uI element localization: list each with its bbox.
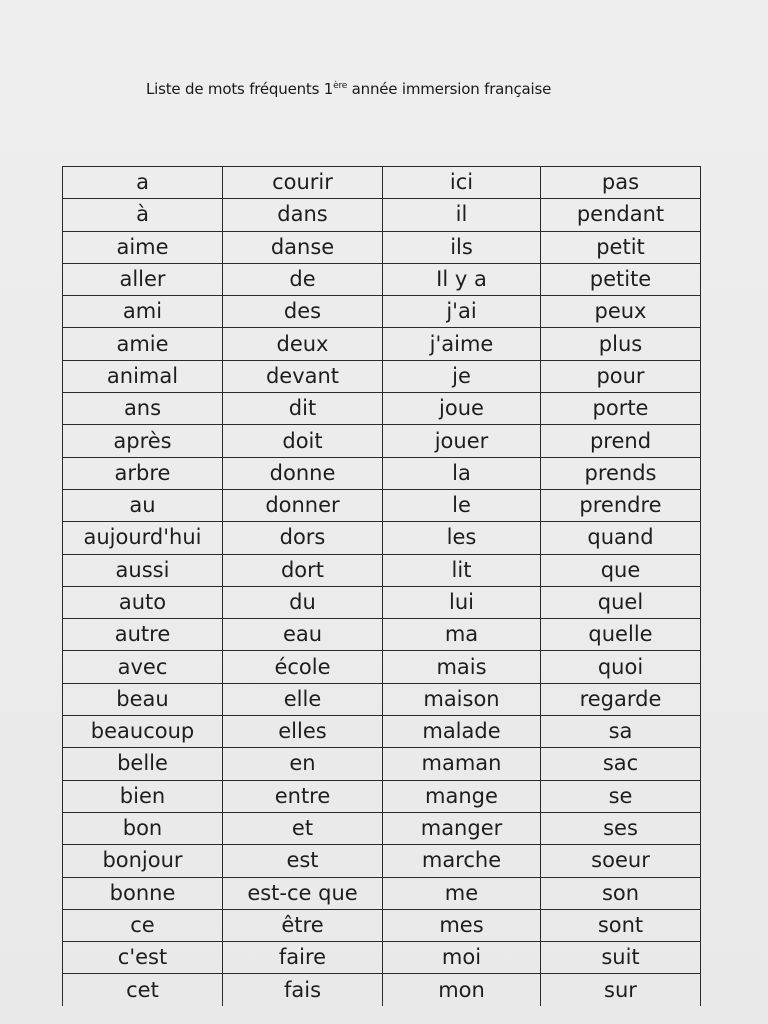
table-row: [63, 328, 701, 360]
word-cell: sont: [541, 909, 701, 941]
table-row: [63, 554, 701, 586]
word-cell: ses: [541, 812, 701, 844]
word-cell: sac: [541, 748, 701, 780]
word-cell: aussi: [63, 554, 223, 586]
word-cell: quand: [541, 522, 701, 554]
table-row: [63, 683, 701, 715]
word-cell: ici: [383, 167, 541, 199]
table-row: [63, 457, 701, 489]
word-cell: bonne: [63, 877, 223, 909]
word-cell: de: [223, 263, 383, 295]
word-cell: être: [223, 909, 383, 941]
word-cell: manger: [383, 812, 541, 844]
word-cell: aller: [63, 263, 223, 295]
word-cell: malade: [383, 716, 541, 748]
word-list-table: [62, 166, 701, 1006]
word-cell: quel: [541, 586, 701, 618]
word-cell: donner: [223, 489, 383, 521]
word-cell: moi: [383, 942, 541, 974]
word-cell: du: [223, 586, 383, 618]
word-cell: soeur: [541, 845, 701, 877]
word-cell: ce: [63, 909, 223, 941]
word-cell: jouer: [383, 425, 541, 457]
table-row: [63, 296, 701, 328]
word-cell: faire: [223, 942, 383, 974]
word-cell: dort: [223, 554, 383, 586]
word-cell: et: [223, 812, 383, 844]
word-cell: entre: [223, 780, 383, 812]
word-cell: aime: [63, 231, 223, 263]
word-cell: se: [541, 780, 701, 812]
word-cell: beaucoup: [63, 716, 223, 748]
word-cell: en: [223, 748, 383, 780]
word-cell: auto: [63, 586, 223, 618]
title-main: Liste de mots fréquents 1: [146, 80, 334, 98]
word-cell: bon: [63, 812, 223, 844]
word-cell: dors: [223, 522, 383, 554]
word-cell: quelle: [541, 619, 701, 651]
word-cell: il: [383, 199, 541, 231]
word-cell: ma: [383, 619, 541, 651]
title-superscript: ère: [333, 81, 348, 91]
word-cell: elles: [223, 716, 383, 748]
table-row: [63, 231, 701, 263]
word-cell: j'aime: [383, 328, 541, 360]
word-cell: dit: [223, 393, 383, 425]
word-cell: est-ce que: [223, 877, 383, 909]
word-cell: courir: [223, 167, 383, 199]
word-cell: des: [223, 296, 383, 328]
table-row: [63, 942, 701, 974]
table-row: [63, 716, 701, 748]
table-row: [63, 877, 701, 909]
table-row: [63, 199, 701, 231]
table-row: [63, 167, 701, 199]
word-cell: petite: [541, 263, 701, 295]
table-row: [63, 393, 701, 425]
word-cell: au: [63, 489, 223, 521]
word-cell: bien: [63, 780, 223, 812]
word-cell: j'ai: [383, 296, 541, 328]
word-cell: arbre: [63, 457, 223, 489]
word-cell: regarde: [541, 683, 701, 715]
word-cell: que: [541, 554, 701, 586]
word-cell: je: [383, 360, 541, 392]
word-cell: lit: [383, 554, 541, 586]
word-cell: mange: [383, 780, 541, 812]
word-cell: son: [541, 877, 701, 909]
document-title: [146, 80, 551, 98]
word-cell: beau: [63, 683, 223, 715]
word-cell: mais: [383, 651, 541, 683]
word-cell: à: [63, 199, 223, 231]
word-cell: aujourd'hui: [63, 522, 223, 554]
word-cell: Il y a: [383, 263, 541, 295]
word-cell: devant: [223, 360, 383, 392]
word-cell: sa: [541, 716, 701, 748]
table-row: [63, 425, 701, 457]
word-cell: prend: [541, 425, 701, 457]
word-cell: après: [63, 425, 223, 457]
word-cell: plus: [541, 328, 701, 360]
word-cell: dans: [223, 199, 383, 231]
word-cell: belle: [63, 748, 223, 780]
word-cell: autre: [63, 619, 223, 651]
table-row: [63, 812, 701, 844]
word-cell: mon: [383, 974, 541, 1006]
word-cell: deux: [223, 328, 383, 360]
word-cell: elle: [223, 683, 383, 715]
word-cell: prends: [541, 457, 701, 489]
word-cell: mes: [383, 909, 541, 941]
word-cell: porte: [541, 393, 701, 425]
table-row: [63, 489, 701, 521]
word-cell: ami: [63, 296, 223, 328]
word-cell: marche: [383, 845, 541, 877]
word-cell: amie: [63, 328, 223, 360]
table-row: [63, 651, 701, 683]
title-rest: année immersion française: [347, 80, 552, 98]
word-cell: danse: [223, 231, 383, 263]
word-cell: animal: [63, 360, 223, 392]
table-row: [63, 360, 701, 392]
table-row: [63, 263, 701, 295]
word-cell: est: [223, 845, 383, 877]
word-cell: pendant: [541, 199, 701, 231]
word-cell: école: [223, 651, 383, 683]
word-cell: petit: [541, 231, 701, 263]
word-cell: doit: [223, 425, 383, 457]
word-cell: c'est: [63, 942, 223, 974]
word-cell: eau: [223, 619, 383, 651]
word-cell: lui: [383, 586, 541, 618]
word-cell: cet: [63, 974, 223, 1006]
table-row: [63, 909, 701, 941]
table-row: [63, 974, 701, 1006]
word-cell: ils: [383, 231, 541, 263]
word-cell: bonjour: [63, 845, 223, 877]
word-cell: avec: [63, 651, 223, 683]
word-cell: prendre: [541, 489, 701, 521]
word-cell: joue: [383, 393, 541, 425]
word-cell: ans: [63, 393, 223, 425]
word-cell: sur: [541, 974, 701, 1006]
table-row: [63, 619, 701, 651]
word-cell: peux: [541, 296, 701, 328]
table-row: [63, 522, 701, 554]
word-cell: fais: [223, 974, 383, 1006]
table-row: [63, 780, 701, 812]
word-cell: les: [383, 522, 541, 554]
word-cell: le: [383, 489, 541, 521]
word-cell: a: [63, 167, 223, 199]
word-cell: maman: [383, 748, 541, 780]
word-cell: donne: [223, 457, 383, 489]
word-cell: la: [383, 457, 541, 489]
word-cell: suit: [541, 942, 701, 974]
word-cell: me: [383, 877, 541, 909]
word-list-body: [63, 167, 701, 1006]
word-cell: pour: [541, 360, 701, 392]
table-row: [63, 748, 701, 780]
word-cell: pas: [541, 167, 701, 199]
table-row: [63, 586, 701, 618]
word-cell: quoi: [541, 651, 701, 683]
word-cell: maison: [383, 683, 541, 715]
table-row: [63, 845, 701, 877]
